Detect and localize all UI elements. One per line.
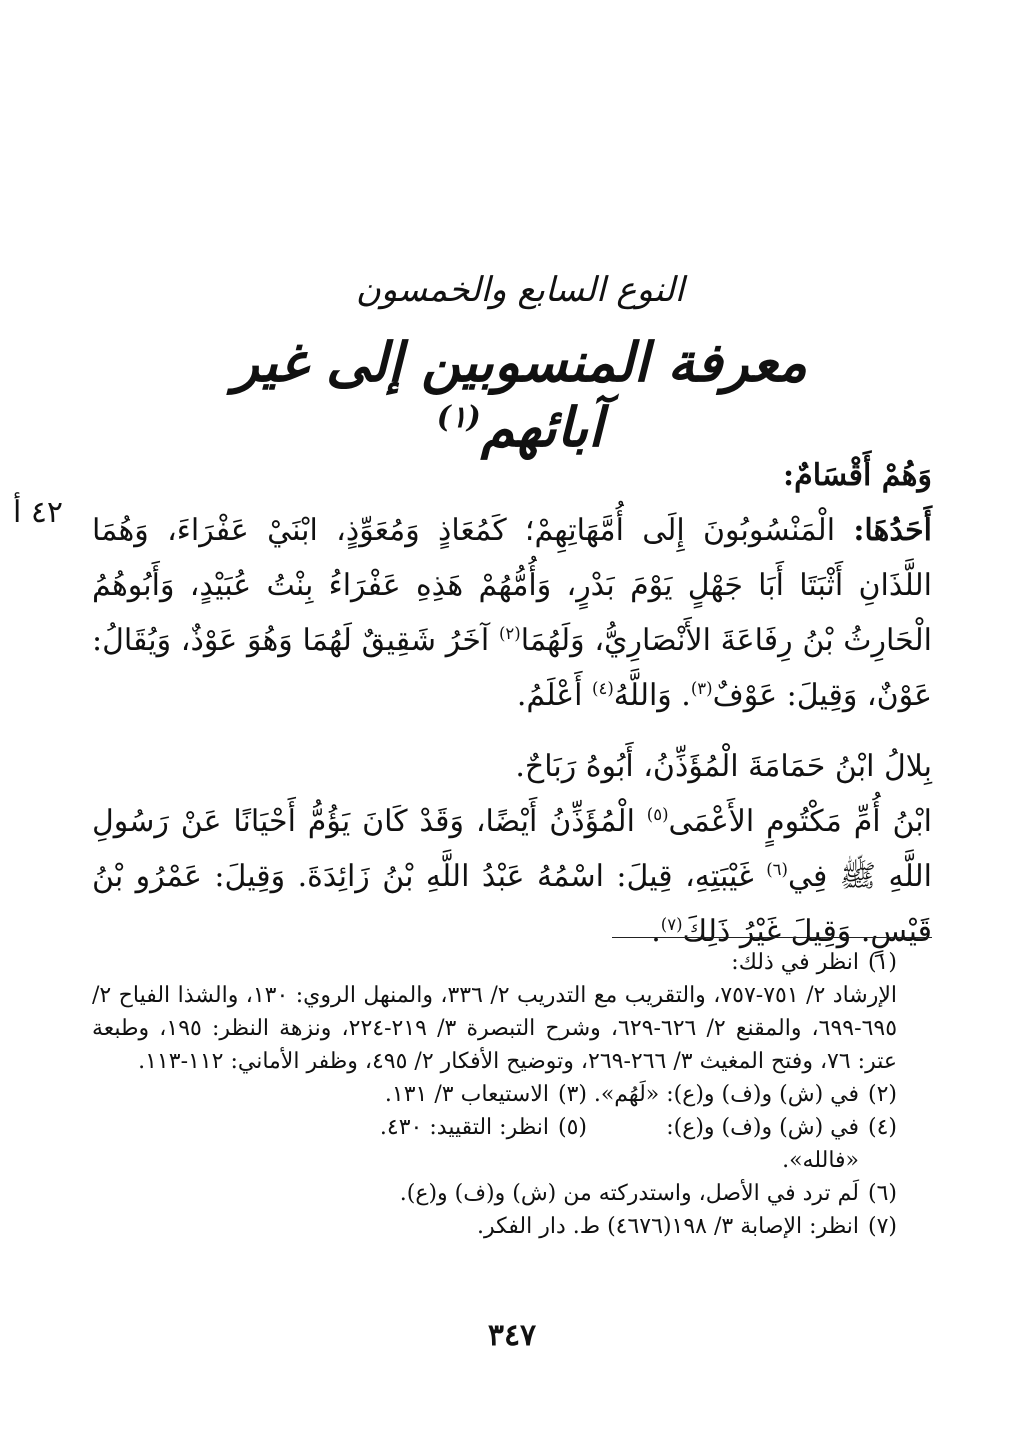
footnote-number: (٣) bbox=[557, 1082, 587, 1107]
paragraph-text: الْمَنْسُوبُونَ إِلَى أُمَّهَاتِهِمْ؛ كَمُعَاذٍ وَمُعَوِّذٍ، ابْنَيْ عَفْرَاءَ، وَهُمَا اللَّذَانِ أَثْبَتَا أَبَا جَهْلٍ يَوْمَ بَدْرٍ، وَأُمُّهُمْ هَذِهِ عَفْرَاءُ بِنْتُ عُبَيْدٍ، وَأَبُوهُمُ الْحَارِثُ بْنُ رِفَاعَةَ الأَنْصَارِيُّ، وَلَهُمَا bbox=[92, 513, 932, 658]
section-lead: أَحَدُهَا: bbox=[853, 513, 932, 548]
footnote-text: انظر: التقييد: ٤٣٠. bbox=[379, 1115, 549, 1140]
footnote-7 bbox=[92, 1210, 897, 1243]
footnote-text: الإرشاد ٢/ ٧٥١-٧٥٧، والتقريب مع التدريب ٢/ ٣٣٦، والمنهل الروي: ١٣٠، والشذا الفياح ٢/ ٦٩٥-٦٩٩، والمقنع ٢/ ٦٢٦-٦٢٩، وشرح التبصرة ٣/ ٢١٩-٢٢٤، ونزهة النظر: ١٩٥، وطبعة عتر: ٧٦، وفتح المغيث ٣/ ٢٦٦-٢٦٩، وتوضيح الأفكار ٢/ ٤٩٥، وظفر الأماني: ١١٢-١١٣. bbox=[92, 983, 898, 1074]
footnote-text: في (ش) و(ف) و(ع): «لَهُم». bbox=[593, 1082, 859, 1107]
footnote-1-references bbox=[92, 979, 897, 1078]
intro-line: وَهُمْ أَقْسَامٌ: bbox=[783, 458, 932, 493]
chapter-subtitle: النوع السابع والخمسون bbox=[355, 270, 685, 310]
footnote-marker: (٢) bbox=[498, 624, 521, 643]
footnote-marker: (٧) bbox=[660, 915, 683, 934]
folio-marker: ٤٢ أ bbox=[12, 495, 64, 530]
footnote-marker: (٥) bbox=[646, 805, 669, 824]
footnote-divider bbox=[612, 937, 932, 938]
footnotes bbox=[92, 946, 897, 1243]
footnote-5 bbox=[297, 1111, 587, 1177]
footnote-1 bbox=[92, 946, 897, 979]
footnote-3 bbox=[297, 1078, 587, 1111]
paragraph-bilal: بِلالُ ابْنُ حَمَامَةَ الْمُؤَذِّنُ، أَبُوهُ رَبَاحٌ. bbox=[515, 749, 932, 784]
footnote-row-4-5 bbox=[92, 1111, 897, 1177]
footnote-marker: (٦) bbox=[766, 860, 788, 879]
paragraph-ibn-umm-maktum bbox=[92, 794, 932, 959]
paragraph-text: ابْنُ أُمِّ مَكْتُومٍ الأَعْمَى bbox=[668, 804, 932, 839]
chapter-title-text: معرفة المنسوبين إلى غير آبائهم bbox=[232, 330, 808, 459]
paragraph-text: الْمُؤَذِّنُ أَيْضًا، وَقَدْ كَانَ يَؤُمُّ أَحْيَانًا عَنْ رَسُولِ اللَّهِ ﷺ فِي bbox=[92, 804, 932, 894]
footnote-number: (١) bbox=[867, 950, 897, 975]
footnote-number: (٧) bbox=[867, 1214, 897, 1239]
footnote-2 bbox=[587, 1078, 897, 1111]
footnote-number: (٥) bbox=[557, 1115, 587, 1140]
paragraph-text: . وَاللَّهُ bbox=[613, 678, 691, 713]
footnote-6 bbox=[92, 1177, 897, 1210]
footnote-number: (٢) bbox=[867, 1082, 897, 1107]
chapter-title bbox=[200, 330, 840, 460]
footnote-text: لَم ترد في الأصل، واستدركته من (ش) و(ف) و(ع). bbox=[399, 1181, 859, 1206]
footnote-number: (٤) bbox=[867, 1115, 897, 1140]
footnote-text: في (ش) و(ف) و(ع): «فالله». bbox=[666, 1115, 859, 1173]
main-text bbox=[92, 448, 932, 959]
footnote-text: الاستيعاب ٣/ ١٣١. bbox=[384, 1082, 549, 1107]
paragraph-text: . bbox=[651, 914, 661, 949]
footnote-4 bbox=[587, 1111, 897, 1177]
footnote-marker: (٣) bbox=[690, 679, 713, 698]
footnote-marker: (١) bbox=[436, 399, 481, 435]
footnote-number: (٦) bbox=[867, 1181, 897, 1206]
footnote-text: انظر في ذلك: bbox=[731, 950, 859, 975]
paragraph-text: آخَرُ شَقِيقٌ لَهُمَا وَهُوَ عَوْذٌ، وَيُقَالُ: عَوْنٌ، وَقِيلَ: عَوْفٌ bbox=[92, 623, 932, 713]
footnote-text: انظر: الإصابة ٣/ ١٩٨(٤٦٧٦) ط. دار الفكر. bbox=[477, 1214, 859, 1239]
paragraph-first-section bbox=[92, 503, 932, 723]
paragraph-text: غَيْبَتِهِ، قِيلَ: اسْمُهُ عَبْدُ اللَّهِ بْنُ زَائِدَةَ. وَقِيلَ: عَمْرُو بْنُ قَيْسٍ. وَقِيلَ غَيْرُ ذَلِكَ bbox=[92, 859, 932, 949]
footnote-row-2-3 bbox=[92, 1078, 897, 1111]
footnote-marker: (٤) bbox=[592, 679, 614, 698]
page-number: ٣٤٧ bbox=[487, 1318, 537, 1353]
paragraph-text: أَعْلَمُ. bbox=[516, 678, 593, 713]
